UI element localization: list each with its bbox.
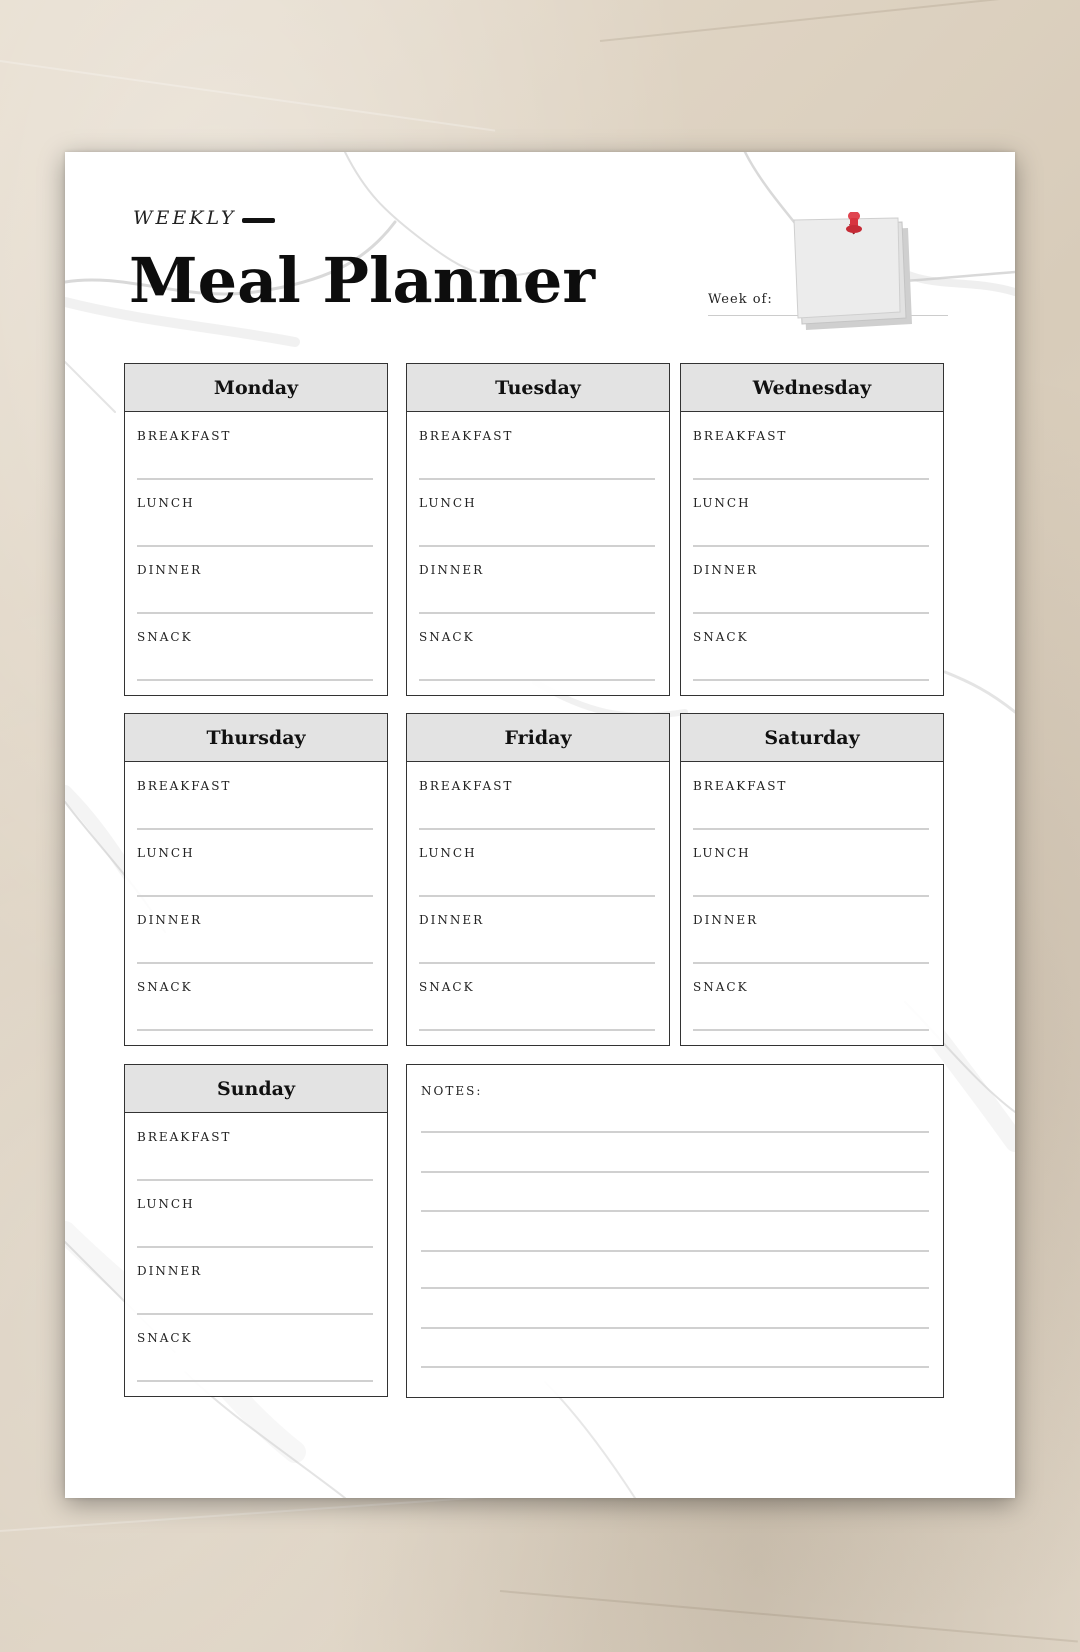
meal-row-lunch[interactable] <box>681 829 943 896</box>
meal-row-breakfast[interactable] <box>681 762 943 829</box>
meal-label: BREAKFAST <box>137 429 232 443</box>
day-title: Tuesday <box>407 364 669 412</box>
meal-row-dinner[interactable] <box>125 546 387 613</box>
meal-row-lunch[interactable] <box>125 829 387 896</box>
write-line <box>419 1029 655 1031</box>
meal-label: DINNER <box>693 563 759 577</box>
meal-label: LUNCH <box>693 496 751 510</box>
notes-label: NOTES: <box>421 1084 483 1098</box>
meal-row-lunch[interactable] <box>681 479 943 546</box>
day-card-monday <box>124 363 388 696</box>
day-title: Wednesday <box>681 364 943 412</box>
meal-row-snack[interactable] <box>407 613 669 680</box>
meal-row-snack[interactable] <box>125 963 387 1030</box>
meal-row-breakfast[interactable] <box>125 762 387 829</box>
meal-row-snack[interactable] <box>125 1314 387 1381</box>
meal-label: DINNER <box>419 913 485 927</box>
meal-row-breakfast[interactable] <box>125 412 387 479</box>
meal-row-dinner[interactable] <box>125 1247 387 1314</box>
meal-label: SNACK <box>137 980 193 994</box>
paper-crease <box>600 0 1078 42</box>
meal-row-snack[interactable] <box>407 963 669 1030</box>
paper-crease <box>500 1590 1078 1643</box>
meal-row-lunch[interactable] <box>125 479 387 546</box>
meal-label: BREAKFAST <box>419 779 514 793</box>
day-card-saturday <box>680 713 944 1046</box>
planner-sheet <box>65 152 1015 1498</box>
meal-label: SNACK <box>137 1331 193 1345</box>
day-title: Friday <box>407 714 669 762</box>
meal-label: SNACK <box>419 630 475 644</box>
meal-label: LUNCH <box>137 846 195 860</box>
meal-row-lunch[interactable] <box>407 479 669 546</box>
meal-label: BREAKFAST <box>693 429 788 443</box>
meal-row-dinner[interactable] <box>125 896 387 963</box>
day-card-wednesday <box>680 363 944 696</box>
day-title: Monday <box>125 364 387 412</box>
meal-row-lunch[interactable] <box>125 1180 387 1247</box>
notes-line <box>421 1171 929 1173</box>
meal-label: SNACK <box>693 980 749 994</box>
meal-row-dinner[interactable] <box>681 546 943 613</box>
meal-label: LUNCH <box>419 846 477 860</box>
sticky-note-icon <box>790 212 920 337</box>
meal-label: DINNER <box>137 563 203 577</box>
meal-label: SNACK <box>419 980 475 994</box>
notes-box[interactable] <box>406 1064 944 1398</box>
day-card-sunday <box>124 1064 388 1397</box>
notes-line <box>421 1287 929 1289</box>
meal-label: LUNCH <box>137 496 195 510</box>
meal-label: BREAKFAST <box>137 779 232 793</box>
day-card-tuesday <box>406 363 670 696</box>
day-card-friday <box>406 713 670 1046</box>
meal-label: BREAKFAST <box>693 779 788 793</box>
meal-label: DINNER <box>693 913 759 927</box>
meal-row-snack[interactable] <box>681 963 943 1030</box>
meal-label: DINNER <box>419 563 485 577</box>
day-title: Saturday <box>681 714 943 762</box>
meal-row-breakfast[interactable] <box>407 762 669 829</box>
meal-label: LUNCH <box>419 496 477 510</box>
write-line <box>137 1029 373 1031</box>
meal-row-dinner[interactable] <box>407 546 669 613</box>
meal-label: SNACK <box>693 630 749 644</box>
meal-row-snack[interactable] <box>681 613 943 680</box>
meal-row-breakfast[interactable] <box>407 412 669 479</box>
day-title: Thursday <box>125 714 387 762</box>
meal-label: SNACK <box>137 630 193 644</box>
write-line <box>693 679 929 681</box>
header-eyebrow: WEEKLY <box>133 207 237 229</box>
meal-label: LUNCH <box>693 846 751 860</box>
write-line <box>693 1029 929 1031</box>
paper-crease <box>0 60 495 132</box>
meal-label: DINNER <box>137 1264 203 1278</box>
meal-label: BREAKFAST <box>419 429 514 443</box>
meal-row-lunch[interactable] <box>407 829 669 896</box>
meal-label: BREAKFAST <box>137 1130 232 1144</box>
write-line <box>137 679 373 681</box>
notes-line <box>421 1250 929 1252</box>
meal-label: LUNCH <box>137 1197 195 1211</box>
week-of-label: Week of: <box>708 292 773 307</box>
page-title: Meal Planner <box>129 244 595 317</box>
notes-line <box>421 1327 929 1329</box>
meal-label: DINNER <box>137 913 203 927</box>
write-line <box>419 679 655 681</box>
notes-line <box>421 1366 929 1368</box>
day-card-thursday <box>124 713 388 1046</box>
meal-row-breakfast[interactable] <box>125 1113 387 1180</box>
write-line <box>137 1380 373 1382</box>
meal-row-breakfast[interactable] <box>681 412 943 479</box>
meal-row-dinner[interactable] <box>407 896 669 963</box>
notes-line <box>421 1131 929 1133</box>
notes-line <box>421 1210 929 1212</box>
meal-row-dinner[interactable] <box>681 896 943 963</box>
day-title: Sunday <box>125 1065 387 1113</box>
eyebrow-dash <box>242 218 275 223</box>
meal-row-snack[interactable] <box>125 613 387 680</box>
